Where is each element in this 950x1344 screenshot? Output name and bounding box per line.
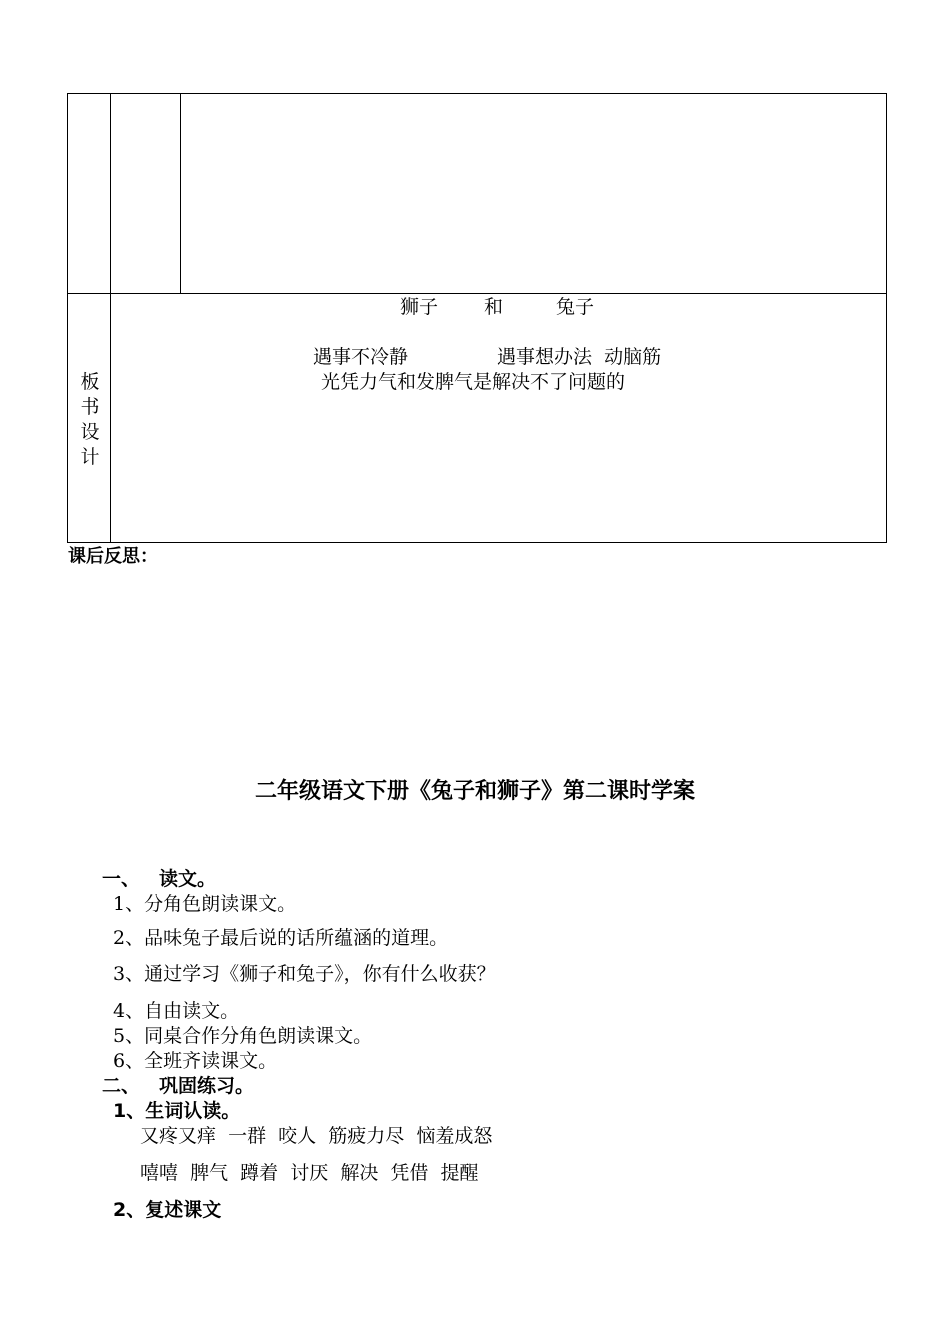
section2-heading: 巩固练习。 — [159, 1075, 255, 1097]
table-border-top — [67, 93, 887, 94]
board-moral: 光凭力气和发脾气是解决不了问题的 — [321, 371, 626, 393]
board-lion: 狮子 — [400, 296, 439, 318]
table-row-divider — [67, 293, 887, 294]
table-col-divider-2 — [180, 93, 181, 294]
section1-item: 2、品味兔子最后说的话所蕴涵的道理。 — [113, 927, 449, 949]
board-design-label-char: 计 — [80, 446, 100, 468]
table-col-divider-1 — [110, 93, 111, 543]
section2-sub2: 2、复述课文 — [113, 1199, 222, 1221]
board-design-label-char: 书 — [80, 396, 100, 418]
table-border-bottom — [67, 542, 887, 543]
section1-item: 6、全班齐读课文。 — [113, 1050, 278, 1072]
section1-heading: 读文。 — [159, 868, 217, 890]
section1-number: 一、 — [102, 868, 141, 890]
vocab-row-2: 嘻嘻 脾气 蹲着 讨厌 解决 凭借 提醒 — [140, 1162, 479, 1184]
section1-item: 1、分角色朗读课文。 — [113, 893, 297, 915]
section1-item: 3、通过学习《狮子和兔子》，你有什么收获？ — [113, 963, 496, 985]
board-design-label-char: 板 — [80, 371, 100, 393]
page-title: 二年级语文下册《兔子和狮子》第二课时学案 — [254, 779, 695, 804]
reflection-label: 课后反思： — [68, 546, 158, 567]
vocab-row-1: 又疼又痒 一群 咬人 筋疲力尽 恼羞成怒 — [140, 1125, 493, 1147]
board-rabbit-trait: 遇事想办法 动脑筋 — [497, 346, 662, 368]
board-design-label-char: 设 — [80, 421, 100, 443]
board-rabbit: 兔子 — [556, 296, 595, 318]
section1-item: 4、自由读文。 — [113, 1000, 240, 1022]
table-border-left — [67, 93, 68, 543]
section2-sub1: 1、生词认读。 — [113, 1100, 241, 1122]
board-lion-trait: 遇事不冷静 — [313, 346, 409, 368]
section2-number: 二、 — [102, 1075, 141, 1097]
table-border-right — [886, 93, 887, 543]
section1-item: 5、同桌合作分角色朗读课文。 — [113, 1025, 373, 1047]
board-design-label — [70, 370, 110, 470]
board-and: 和 — [484, 296, 504, 318]
